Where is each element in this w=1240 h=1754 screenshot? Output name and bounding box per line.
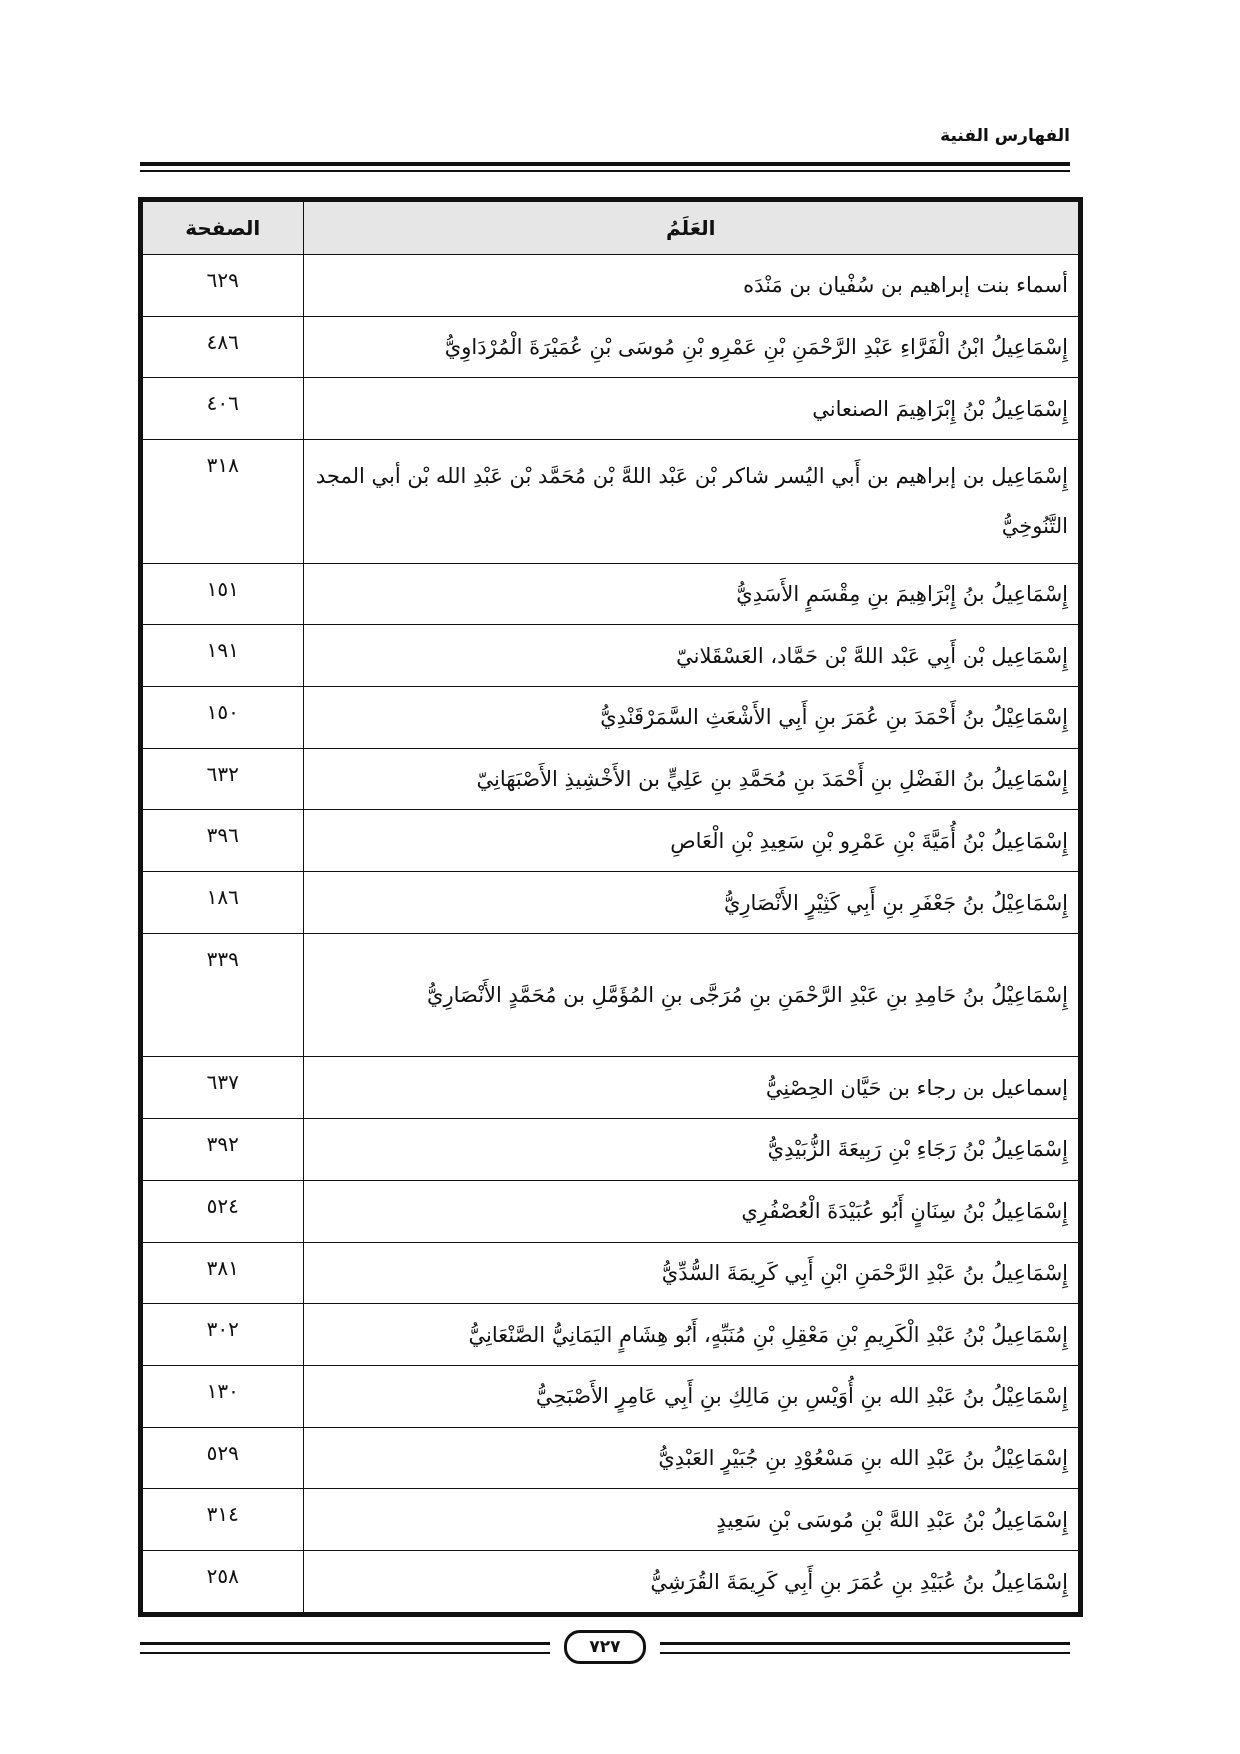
table-row bbox=[143, 316, 1079, 378]
table-row bbox=[143, 1551, 1079, 1613]
entry-page: ٣١٤ bbox=[143, 1489, 304, 1551]
entry-page: ٣٨١ bbox=[143, 1242, 304, 1304]
entry-page: ١٩١ bbox=[143, 625, 304, 687]
entry-page: ٣٣٩ bbox=[143, 933, 304, 1056]
table-row bbox=[143, 1242, 1079, 1304]
table-row bbox=[143, 1057, 1079, 1119]
table-row bbox=[143, 687, 1079, 749]
entry-name: إِسْمَاعِيلُ بنُ عَبْدِ الرَّحْمَنِ ابْنِ أَبِي كَرِيمَةَ السُّدِّيُّ bbox=[303, 1242, 1078, 1304]
footer-rule-left bbox=[140, 1642, 550, 1645]
table-row bbox=[143, 1119, 1079, 1181]
table-row bbox=[143, 378, 1079, 440]
table-row bbox=[143, 440, 1079, 563]
entry-page: ٣٩٢ bbox=[143, 1119, 304, 1181]
entry-page: ١٣٠ bbox=[143, 1365, 304, 1427]
footer-rule-left-thin bbox=[140, 1652, 550, 1654]
table-row bbox=[143, 1489, 1079, 1551]
entry-name: إسماعيل بن رجاء بن حَيَّان الحِصْنِيُّ bbox=[303, 1057, 1078, 1119]
running-title: الفهارس الفنية bbox=[940, 126, 1070, 146]
table-row bbox=[143, 1427, 1079, 1489]
entry-name: إِسْمَاعِيلُ ابْنُ الْفَرَّاءِ عَبْدِ الرَّحْمَنِ بْنِ عَمْرِو بْنِ مُوسَى بْنِ عُمَيْرَةَ الْمُرْدَاوِيُّ bbox=[303, 316, 1078, 378]
entry-name: إِسْمَاعِيْلُ بنُ عَبْدِ الله بنِ مَسْعُوْدِ بنِ جُبَيْرٍ العَبْدِيُّ bbox=[303, 1427, 1078, 1489]
table-row bbox=[143, 625, 1079, 687]
entry-name: إِسْمَاعِيلُ بْنُ عَبْدِ الْكَرِيمِ بْنِ مَعْقِلِ بْنِ مُنَبِّهٍ، أَبُو هِشَامٍ اليَمَانِيُّ الصَّنْعَانِيُّ bbox=[303, 1304, 1078, 1366]
entry-page: ٦٣٧ bbox=[143, 1057, 304, 1119]
entry-page: ٢٥٨ bbox=[143, 1551, 304, 1613]
entry-page: ٦٣٢ bbox=[143, 748, 304, 810]
entry-name: إِسْمَاعِيلُ بنُ عُبَيْدِ بنِ عُمَرَ بنِ أَبِي كَرِيمَةَ القُرَشِيُّ bbox=[303, 1551, 1078, 1613]
entry-name: إِسْمَاعِيلُ بنُ الفَضْلِ بنِ أَحْمَدَ بنِ مُحَمَّدِ بنِ عَلِيٍّ بن الأَخْشِيذِ الأَصْبَهَانِيّ bbox=[303, 748, 1078, 810]
table-row bbox=[143, 1304, 1079, 1366]
index-table bbox=[142, 201, 1079, 1613]
footer-rule-right-thin bbox=[660, 1652, 1070, 1654]
page-header bbox=[140, 126, 1070, 150]
table-row bbox=[143, 810, 1079, 872]
entry-page: ٥٢٤ bbox=[143, 1180, 304, 1242]
table-row bbox=[143, 1180, 1079, 1242]
entry-page: ١٥١ bbox=[143, 563, 304, 625]
entry-page: ٤٨٦ bbox=[143, 316, 304, 378]
entry-name: إِسْمَاعِيْلُ بنُ جَعْفَرِ بنِ أَبِي كَثِيْرٍ الأَنْصَارِيُّ bbox=[303, 872, 1078, 934]
entry-name: إِسْمَاعِيْلُ بنُ حَامِدِ بنِ عَبْدِ الرَّحْمَنِ بنِ مُرَجَّى بنِ المُؤَمَّلِ بن مُحَمَّدٍ الأَنْصَارِيُّ bbox=[303, 933, 1078, 1056]
table-row bbox=[143, 563, 1079, 625]
entry-page: ٥٢٩ bbox=[143, 1427, 304, 1489]
entry-page: ٣١٨ bbox=[143, 440, 304, 563]
table-row bbox=[143, 255, 1079, 317]
table-header-row bbox=[143, 202, 1079, 255]
table-row bbox=[143, 872, 1079, 934]
entry-name: إِسْمَاعِيل بْن أَبِي عَبْد اللهَّ بْن حَمَّاد، العَسْقَلانيّ bbox=[303, 625, 1078, 687]
entry-name: إِسْمَاعِيلُ بنُ إِبْرَاهِيمَ بنِ مِقْسَمٍ الأَسَدِيُّ bbox=[303, 563, 1078, 625]
column-header-name: العَلَمُ bbox=[303, 202, 1078, 255]
header-rule-thick bbox=[140, 162, 1070, 166]
entry-page: ٦٢٩ bbox=[143, 255, 304, 317]
table-row bbox=[143, 1365, 1079, 1427]
index-table-frame bbox=[138, 197, 1083, 1617]
table-row bbox=[143, 748, 1079, 810]
entry-page: ٣٠٢ bbox=[143, 1304, 304, 1366]
entry-name: إِسْمَاعِيْلُ بنُ عَبْدِ الله بنِ أُوَيْسِ بنِ مَالِكِ بنِ أَبِي عَامِرٍ الأَصْبَحِيُّ bbox=[303, 1365, 1078, 1427]
column-header-page: الصفحة bbox=[143, 202, 304, 255]
entry-name: إِسْمَاعِيل بن إبراهيم بن أَبي اليُسر شاكر بْن عَبْد اللهَّ بْن مُحَمَّد بْن عَبْدِ الله بْن أبي المجد التَّنُوخِيُّ bbox=[303, 440, 1078, 563]
entry-name: إِسْمَاعِيلُ بْنُ عَبْدِ اللهَّ بْنِ مُوسَى بْنِ سَعِيدٍ bbox=[303, 1489, 1078, 1551]
table-row bbox=[143, 933, 1079, 1056]
entry-name: إِسْمَاعِيْلُ بنُ أَحْمَدَ بنِ عُمَرَ بنِ أَبِي الأَشْعَثِ السَّمَرْقَنْدِيُّ bbox=[303, 687, 1078, 749]
footer-rule-right bbox=[660, 1642, 1070, 1645]
entry-page: ٤٠٦ bbox=[143, 378, 304, 440]
page-number: ٧٢٧ bbox=[564, 1630, 646, 1664]
entry-page: ١٥٠ bbox=[143, 687, 304, 749]
entry-page: ٣٩٦ bbox=[143, 810, 304, 872]
entry-name: إِسْمَاعِيلُ بْنُ إِبْرَاهِيمَ الصنعاني bbox=[303, 378, 1078, 440]
entry-name: إِسْمَاعِيلُ بْنُ سِنَانٍ أَبُو عُبَيْدَةَ الْعُصْفُرِي bbox=[303, 1180, 1078, 1242]
entry-page: ١٨٦ bbox=[143, 872, 304, 934]
entry-name: أسماء بنت إبراهيم بن سُفْيان بن مَنْدَه bbox=[303, 255, 1078, 317]
entry-name: إِسْمَاعِيلُ بْنُ رَجَاءِ بْنِ رَبِيعَةَ الزُّبَيْدِيُّ bbox=[303, 1119, 1078, 1181]
page-footer bbox=[140, 1630, 1070, 1670]
header-rule-thin bbox=[140, 170, 1070, 172]
entry-name: إِسْمَاعِيلُ بْنُ أُمَيَّةَ بْنِ عَمْرِو بْنِ سَعِيدِ بْنِ الْعَاصِ bbox=[303, 810, 1078, 872]
